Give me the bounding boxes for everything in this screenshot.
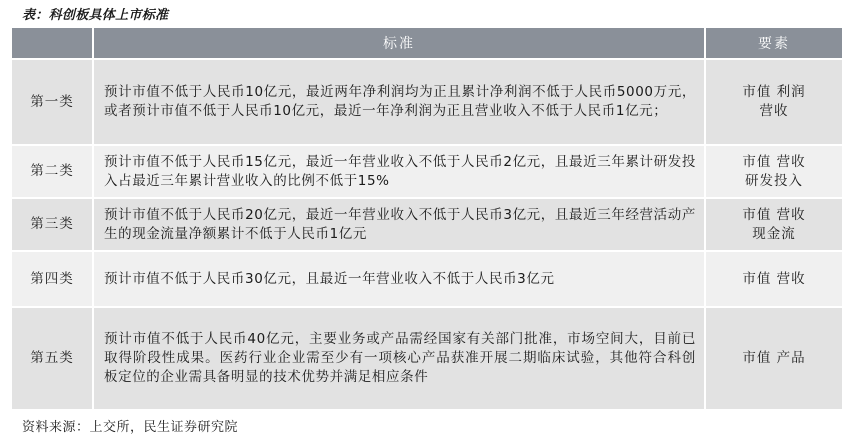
element-line: 市值 利润 bbox=[742, 84, 806, 100]
row-elements bbox=[705, 59, 843, 145]
table-row bbox=[11, 59, 843, 145]
element-line: 市值 营收 bbox=[742, 153, 806, 170]
row-category: 第四类 bbox=[11, 251, 93, 307]
row-elements bbox=[705, 251, 843, 307]
table-caption: 表：科创板具体上市标准 bbox=[22, 8, 169, 23]
row-category: 第一类 bbox=[11, 59, 93, 145]
row-standard: 预计市值不低于人民币40亿元，主要业务或产品需经国家有关部门批准，市场空间大，目前已取得阶段性成果。医药行业企业需至少有一项核心产品获准开展二期临床试验，其他符合科创板定位的企业需具备明显的技术优势并满足相应条件 bbox=[93, 307, 705, 410]
element-line: 市值 营收 bbox=[742, 206, 806, 223]
table-row bbox=[11, 145, 843, 198]
table-header-row bbox=[11, 27, 843, 59]
row-category: 第三类 bbox=[11, 198, 93, 251]
row-standard: 预计市值不低于人民币10亿元，最近两年净利润均为正且累计净利润不低于人民币5000万元，或者预计市值不低于人民币10亿元，最近一年净利润为正且营业收入不低于人民币1亿元； bbox=[93, 59, 705, 145]
row-elements bbox=[705, 198, 843, 251]
header-standard: 标准 bbox=[93, 27, 705, 59]
element-line: 现金流 bbox=[752, 225, 796, 242]
element-line: 营收 bbox=[759, 103, 789, 119]
row-standard: 预计市值不低于人民币30亿元，且最近一年营业收入不低于人民币3亿元 bbox=[93, 251, 705, 307]
header-elements: 要素 bbox=[705, 27, 843, 59]
row-elements bbox=[705, 307, 843, 410]
row-category: 第二类 bbox=[11, 145, 93, 198]
listing-standards-table bbox=[10, 26, 844, 411]
source-note: 资料来源：上交所，民生证券研究院 bbox=[22, 420, 239, 435]
element-line: 市值 营收 bbox=[742, 270, 806, 287]
element-line: 研发投入 bbox=[745, 172, 803, 189]
row-elements bbox=[705, 145, 843, 198]
table-row bbox=[11, 251, 843, 307]
element-line: 市值 产品 bbox=[742, 350, 806, 366]
table-row bbox=[11, 198, 843, 251]
table-row bbox=[11, 307, 843, 410]
row-category: 第五类 bbox=[11, 307, 93, 410]
row-standard: 预计市值不低于人民币15亿元，最近一年营业收入不低于人民币2亿元，且最近三年累计研发投入占最近三年累计营业收入的比例不低于15% bbox=[93, 145, 705, 198]
header-category bbox=[11, 27, 93, 59]
row-standard: 预计市值不低于人民币20亿元，最近一年营业收入不低于人民币3亿元，且最近三年经营活动产生的现金流量净额累计不低于人民币1亿元 bbox=[93, 198, 705, 251]
